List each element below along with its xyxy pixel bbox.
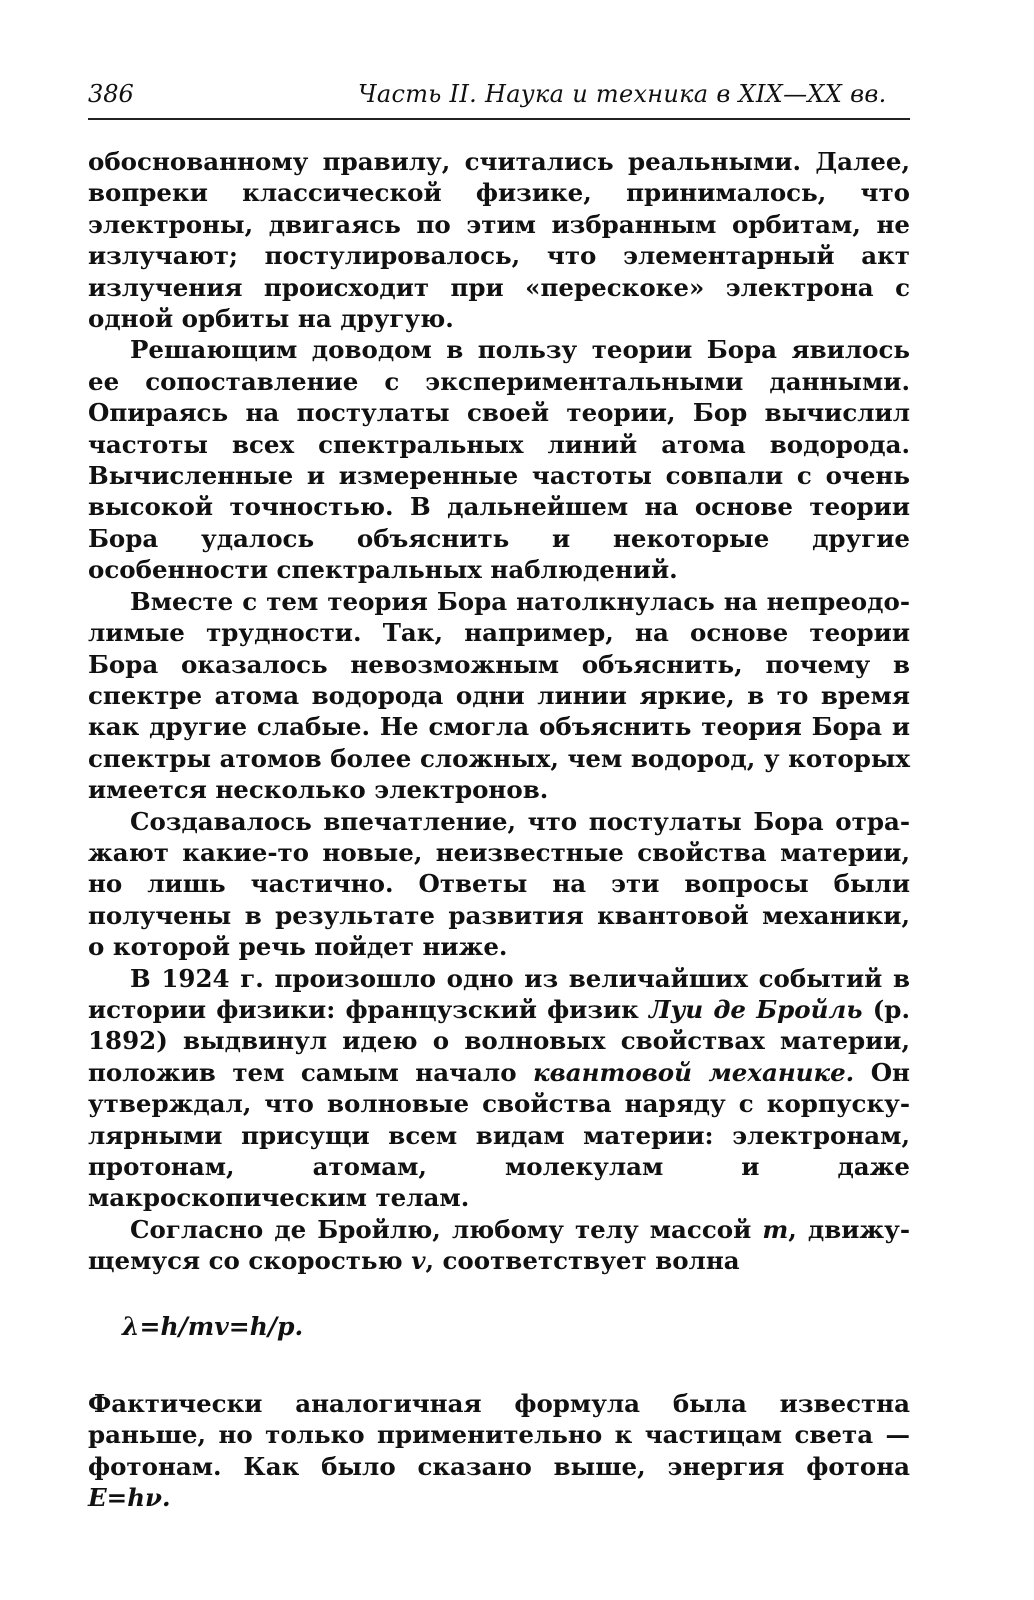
paragraph-4: Создавалось впечатление, что постулаты Бора отражают какие-то новые, неизвестные свойства материи, но лишь частично. Ответы на эти вопросы были получены в результате развития квантовой механики, о которой речь пойдет ниже. xyxy=(88,806,910,962)
paragraph-5 xyxy=(88,963,910,1214)
paragraph-6-part1: Согласно де Бройлю, любому телу массой xyxy=(130,1214,763,1244)
paragraph-1: обоснованному правилу, считались реальными. Далее, вопреки классической физике, принималось, что электроны, двигаясь по этим избранным орбитам, не излучают; постулировалось, что элементарный акт излучения происходит при «перескоке» электрона с одной орбиты на другую. xyxy=(88,147,910,334)
paragraph-5-part1: В 1924 г. произошло одно из величайших событий в истории физики: французский физик xyxy=(88,963,910,1024)
paragraph-2: Решающим доводом в пользу теории Бора явилось ее сопоставление с экспериментальными данными. Опираясь на постулаты своей теории, Бор вычислил частоты всех спектральных линий атома водорода. Вычисленные и измеренные частоты совпали с очень высокой точностью. В дальнейшем на основе теории Бора удалось объяснить и некоторые другие особенности спектральных наблюдений. xyxy=(88,335,910,585)
de-broglie-formula: λ=h/mv=h/p. xyxy=(122,1311,304,1341)
physicist-name: Луи де Бройль xyxy=(649,994,863,1024)
final-paragraph xyxy=(88,1388,910,1514)
photon-energy-equation: E=hν. xyxy=(88,1483,171,1513)
variable-m: m xyxy=(762,1214,789,1244)
paragraph-6-part3: , соответствует волна xyxy=(425,1246,740,1276)
running-title: Часть II. Наука и техника в XIX—XX вв. xyxy=(358,80,887,108)
quantum-mechanics-term: квантовой механике. xyxy=(533,1057,855,1087)
paragraph-6 xyxy=(88,1214,910,1277)
running-head xyxy=(88,78,910,120)
paragraph-5-part3: Он утверждал, что волновые свойства наряду с корпускулярными присущи всем видам материи: электронам, протонам, атомам, молекулам и даже макроскопическим телам. xyxy=(88,1057,910,1213)
page-number: 386 xyxy=(88,80,134,108)
paragraph-5-part2: (р. 1892) выдвинул идею о волновых свойствах материи, положив тем самым начало xyxy=(88,994,910,1087)
paragraph-3: Вместе с тем теория Бора натолкнулась на непреодолимые трудности. Так, например, на основе теории Бора оказалось невозможным объяснить, почему в спектре атома водорода одни линии яркие, в то время как другие слабые. Не смогла объяснить теория Бора и спектры атомов более сложных, чем водород, у которых имеется несколько электронов. xyxy=(88,586,910,805)
body-text xyxy=(88,146,910,1514)
book-page xyxy=(88,78,910,1558)
final-paragraph-text: Фактически аналогичная формула была известна раньше, но только применительно к частицам света — фотонам. Как было сказано выше, энергия фотона xyxy=(88,1389,910,1481)
paragraph-6-part2: , движущемуся со скоростью xyxy=(88,1214,910,1276)
variable-v: v xyxy=(411,1246,426,1276)
